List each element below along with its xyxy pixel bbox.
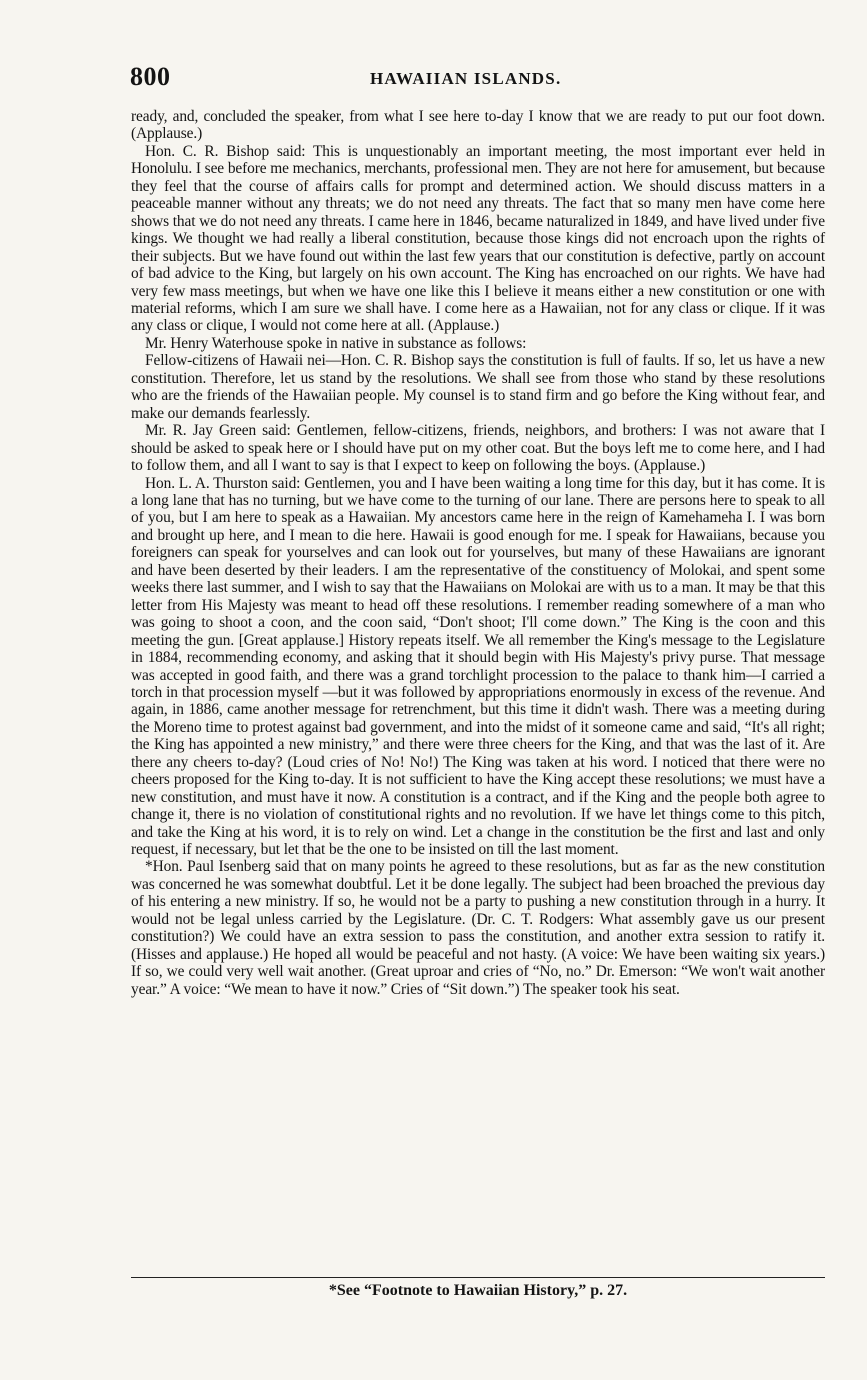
paragraph-thurston: Hon. L. A. Thurston said: Gentlemen, you and I have been waiting a long time for this day, but it has come. It is a long lane that has no turning, but we have come to the turning of our lane. There are persons here to speak to all of you, but I am here to speak as a Hawaiian. My ancestors came here in the reign of Kamehameha I. I was born and brought up here, and I mean to die here. Hawaii is good enough for me. I speak for Hawaiians, because you foreigners can speak for yourselves and can look out for yourselves, but many of these Hawaiians are ignorant and have been deserted by their leaders. I am the representative of the constituency of Molokai, and spent some weeks there last summer, and I wish to say that the Hawaiians on Molokai are with us to a man. It may be that this letter from His Majesty was meant to head off these resolutions. I remember reading somewhere of a man who was going to shoot a coon, and the coon said, “Don't shoot; I'll come down.” The King is the coon and this meeting the gun. [Great applause.] History repeats itself. We all remember the King's message to the Legislature in 1884, recommending economy, and asking that it should begin with His Majesty's privy purse. That message was accepted in good faith, and there was a grand torchlight procession to the palace to thank him—I carried a torch in that procession myself —but it was followed by appropriations enormously in excess of the revenue. And again, in 1886, came another message for retrenchment, but this time it didn't wash. There was a meeting during the Moreno time to protest against bad government, and into the midst of it someone came and said, “It's all right; the King has appointed a new ministry,” and there were three cheers for the King, and that was the last of it. Are there any cheers to-day? (Loud cries of No! No!) The King was taken at his word. I noticed that there were no cheers proposed for the King to-day. It is not sufficient to have the King accept these resolutions; we must have a new constitution, and must have it now. A constitution is a contract, and if the King and the people both agree to change it, there is no violation of constitutional rights and no revolution. If we have let things come to this pitch, and take the King at his word, it is to rely on wind. Let a change in the constitution be the first and last and only request, if necessary, but let that be the one to be insisted on till the last moment. bbox=[131, 474, 825, 859]
page-number: 800 bbox=[130, 62, 171, 91]
paragraph-isenberg: *Hon. Paul Isenberg said that on many points he agreed to these resolutions, but as far as the new constitution was concerned he was somewhat doubtful. Let it be done legally. The subject had been broached the previous day of his entering a new ministry. If so, he would not be a party to pushing a new constitution through in a hurry. It would not be legal unless carried by the Legislature. (Dr. C. T. Rodgers: What assembly gave us our present constitution?) We could have an extra session to pass the constitution, and another extra session to ratify it. (Hisses and applause.) He hoped all would be peaceful and not hasty. (A voice: We have been waiting six years.) If so, we could very well wait another. (Great uproar and cries of “No, no.” Dr. Emerson: “We won't wait another year.” A voice: “We mean to have it now.” Cries of “Sit down.”) The speaker took his seat. bbox=[131, 858, 825, 998]
footnote: *See “Footnote to Hawaiian History,” p. 27. bbox=[328, 1282, 628, 1299]
running-title: HAWAIIAN ISLANDS. bbox=[370, 69, 562, 88]
body-text bbox=[131, 108, 825, 998]
footnote-divider bbox=[131, 1277, 825, 1278]
paragraph-waterhouse-intro: Mr. Henry Waterhouse spoke in native in substance as follows: bbox=[145, 334, 527, 352]
page-header bbox=[130, 62, 828, 94]
paragraph-waterhouse-speech: Fellow-citizens of Hawaii nei—Hon. C. R. Bishop says the constitution is full of faults. If so, let us have a new constitution. Therefore, let us stand by the resolutions. We shall see from those who stand by these resolutions who are the friends of the Hawaiian people. My counsel is to stand firm and go before the King without fear, and make our demands fearlessly. bbox=[131, 352, 825, 422]
paragraph-green: Mr. R. Jay Green said: Gentlemen, fellow-citizens, friends, neighbors, and brothers: I was not aware that I should be asked to speak here or I should have put on my other coat. But the boys left me to come here, and I had to follow them, and all I want to say is that I expect to keep on following the boys. (Applause.) bbox=[131, 422, 825, 475]
paragraph-continuation: ready, and, concluded the speaker, from what I see here to-day I know that we are ready to put our foot down. (Applause.) bbox=[131, 108, 825, 143]
paragraph-bishop: Hon. C. R. Bishop said: This is unquestionably an important meeting, the most important ever held in Honolulu. I see before me mechanics, merchants, professional men. They are not here for amusement, but because they feel that the course of affairs calls for prompt and determined action. We should discuss matters in a peaceable manner without any threats; we do not need any threats. The fact that so many men have come here shows that we do not need any threats. I came here in 1846, became naturalized in 1849, and have lived under five kings. We thought we had really a liberal constitution, because those kings did not encroach upon the rights of their subjects. But we have found out within the last few years that our constitution is defective, partly on account of bad advice to the King, but largely on his own account. The King has encroached on our rights. We have had very few mass meetings, but when we have one like this I believe it means either a new constitution or one with material reforms, which I am sure we shall have. I come here as a Hawaiian, not for any class or clique. If it was any class or clique, I would not come here at all. (Applause.) bbox=[131, 142, 825, 335]
